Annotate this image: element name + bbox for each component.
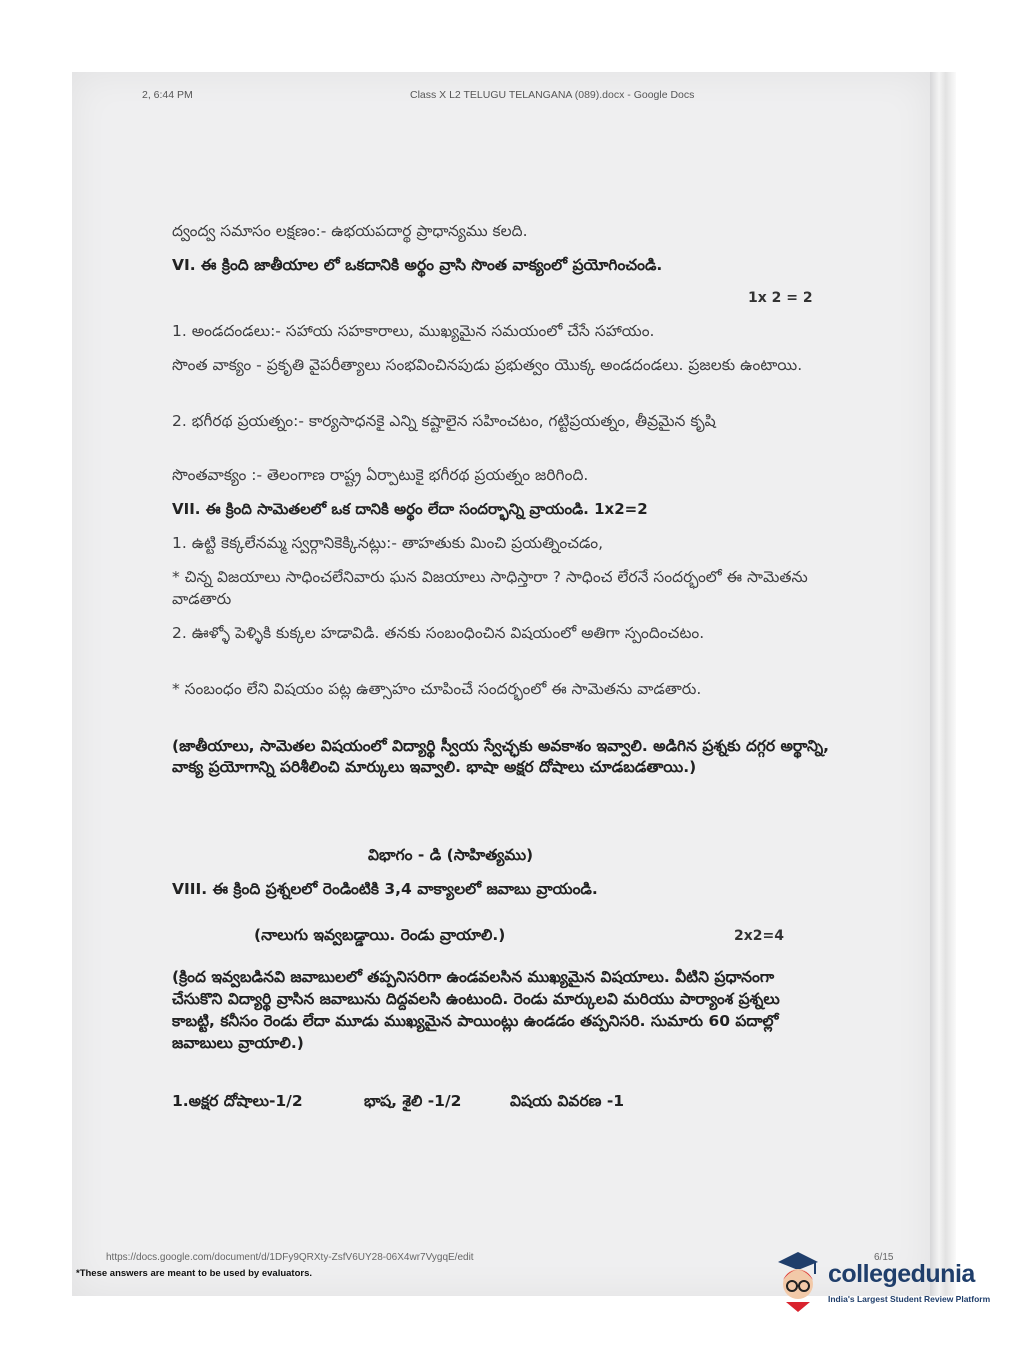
logo-wordmark: collegedunia — [828, 1260, 975, 1288]
evaluator-instruction-note: (జాతీయాలు, సామెతల విషయంలో విద్యార్థి స్వీయ స్వేచ్ఛకు అవకాశం ఇవ్వాలి. అడిగిన ప్రశ్నకు దగ్గర అర్థాన్ని, వాక్య ప్రయోగాన్ని పరిశీలించి మార్కులు ఇవ్వాలి. భాషా అక్షర దోషాలు చూడబడతాయి.) — [172, 737, 830, 776]
question-7-item-2: 2. ఊళ్ళో పెళ్ళికి కుక్కల హడావిడి. తనకు సంబంధించిన విషయంలో అతిగా స్పందించటం. — [172, 624, 705, 642]
marking-scheme-content: విషయ వివరణ -1 — [510, 1092, 625, 1110]
marking-scheme-spelling: 1.అక్షర దోషాలు-1/2 — [172, 1092, 303, 1110]
question-8-heading: VIII. ఈ క్రింది ప్రశ్నలలో రెండింటికి 3,4 వాక్యాలలో జవాబు వ్రాయండి. — [172, 880, 598, 898]
question-6-item-1-sentence: సొంత వాక్యం - ప్రకృతి వైపరీత్యాలు సంభవించినపుడు ప్రభుత్వం యొక్క అండదండలు. ప్రజలకు ఉంటాయి. — [172, 356, 803, 374]
question-7-item-1-note: * చిన్న విజయాలు సాధించలేనివారు ఘన విజయాలు సాధిస్తారా ? సాధించ లేరనే సందర్భంలో ఈ సామెతను వాడతారు — [172, 568, 808, 608]
question-6-marks: 1x 2 = 2 — [748, 290, 813, 306]
definition-line: ద్వంద్వ సమాసం లక్షణం:- ఉభయపదార్థ ప్రాధాన్యము కలది. — [172, 222, 528, 240]
mascot-icon — [768, 1248, 826, 1318]
question-6-item-2-sentence: సొంతవాక్యం :- తెలంగాణ రాష్ట్ర ఏర్పాటుకై భగీరథ ప్రయత్నం జరిగింది. — [172, 466, 589, 484]
print-page-number: 6/15 — [874, 1252, 894, 1263]
question-7-heading: VII. ఈ క్రింది సామెతలలో ఒక దానికి అర్థం లేదా సందర్భాన్ని వ్రాయండి. 1x2=2 — [172, 500, 648, 518]
browser-print-time: 2, 6:44 PM — [142, 89, 193, 101]
question-8-evaluation-note: (క్రింద ఇవ్వబడినవి జవాబులలో తప్పనిసరిగా ఉండవలసిన ముఖ్యమైన విషయాలు. వీటిని ప్రధానంగా చేసుకొని విద్యార్థి వ్రాసిన జవాబును దిద్దవలసి ఉంటుంది. రెండు మార్కులవి మరియు పార్యాంశ ప్రశ్నలు కాబట్టి, కనీసం రెండు లేదా మూడు ముఖ్యమైన పాయింట్లు ఉండడం తప్పనిసరి. సుమారు 60 పదాల్లో జవాబులు వ్రాయాలి.) — [172, 968, 780, 1052]
collegedunia-logo — [768, 1248, 1000, 1318]
logo-tagline: India's Largest Student Review Platform — [828, 1294, 991, 1304]
question-6-item-1: 1. అండదండలు:- సహాయ సహకారాలు, ముఖ్యమైన సమయంలో చేసే సహాయం. — [172, 322, 655, 340]
print-url: https://docs.google.com/document/d/1DFy9QRXty-ZsfV6UY28-06X4wr7VygqE/edit — [106, 1252, 474, 1263]
page-stack-edge — [930, 72, 956, 1296]
marking-scheme-language: భాష, శైలి -1/2 — [364, 1092, 462, 1110]
question-6-item-2: 2. భగీరథ ప్రయత్నం:- కార్యసాధనకై ఎన్ని కష్టాలైన సహించటం, గట్టిప్రయత్నం, తీవ్రమైన కృషి — [172, 412, 716, 430]
section-title: విభాగం - డి (సాహిత్యము) — [368, 846, 534, 864]
question-7-item-2-note: * సంబంధం లేని విషయం పట్ల ఉత్సాహం చూపించే సందర్భంలో ఈ సామెతను వాడతారు. — [172, 680, 702, 698]
question-6-heading: VI. ఈ క్రింది జాతీయాల లో ఒకదానికి అర్థం వ్రాసి సొంత వాక్యంలో ప్రయోగించండి. — [172, 256, 663, 274]
question-8-instruction: (నాలుగు ఇవ్వబడ్డాయి. రెండు వ్రాయాలి.) — [254, 926, 506, 944]
browser-print-title: Class X L2 TELUGU TELANGANA (089).docx - Google Docs — [410, 89, 695, 101]
question-7-item-1: 1. ఉట్టి కెక్కలేనమ్మ స్వర్గానికెక్కినట్లు:- తాహతుకు మించి ప్రయత్నించడం, — [172, 534, 604, 552]
evaluator-disclaimer: *These answers are meant to be used by evaluators. — [76, 1268, 313, 1279]
question-8-marks: 2x2=4 — [734, 928, 784, 944]
